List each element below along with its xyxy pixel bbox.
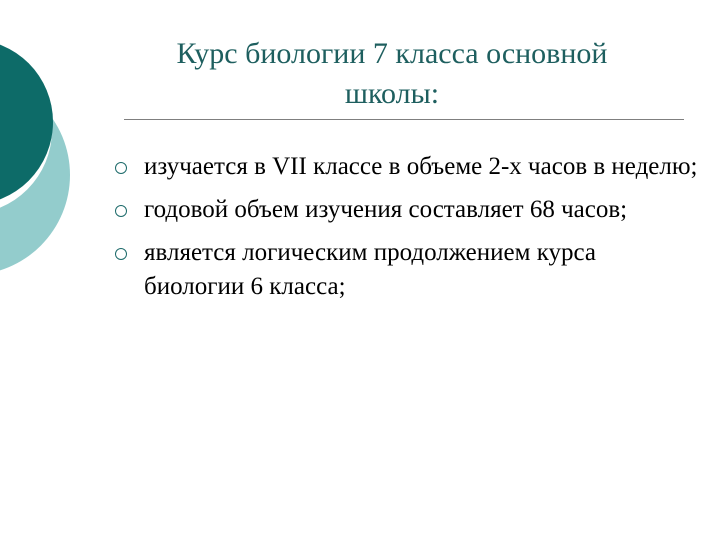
bullet-item-continuation bbox=[112, 236, 702, 304]
bullet-item-weekly-hours bbox=[112, 150, 702, 184]
title-divider bbox=[124, 119, 684, 120]
bullet-list bbox=[112, 150, 702, 313]
slide-title: Курс биологии 7 класса основной школы: bbox=[176, 37, 608, 110]
hollow-circle-bullet-icon bbox=[115, 248, 127, 260]
hollow-circle-bullet-icon bbox=[115, 162, 127, 174]
bullet-text: является логическим продолжением курса биологии 6 класса; bbox=[144, 239, 596, 300]
bullet-item-annual-hours bbox=[112, 193, 702, 227]
hollow-circle-bullet-icon bbox=[115, 205, 127, 217]
bullet-text: годовой объем изучения составляет 68 часов; bbox=[144, 196, 628, 223]
bullet-text: изучается в VII классе в объеме 2-х часов в неделю; bbox=[144, 153, 698, 180]
